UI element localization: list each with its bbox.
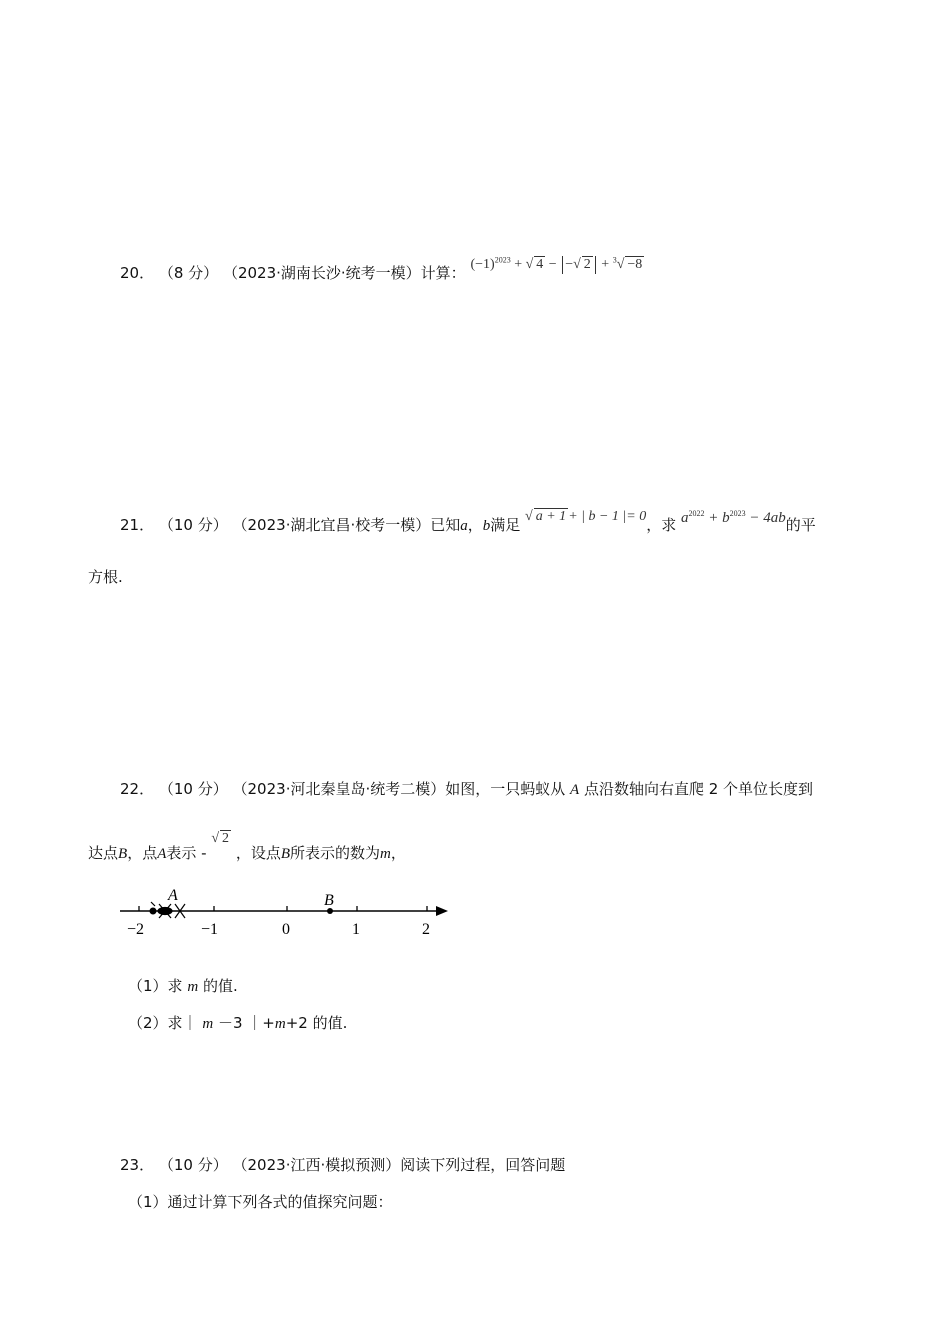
q21-source: （2023·湖北宜昌·校考一模）已知 [232,516,461,534]
q23-source: （2023·江西·模拟预测）阅读下列过程，回答问题 [232,1156,566,1174]
number-line-figure [115,884,455,944]
tick-label-neg2: −2 [127,921,145,938]
tick-label-0: 0 [282,921,290,938]
q21-number: 21． [120,516,155,534]
question-22 [120,778,813,799]
q22-text4: ，设点 [235,844,281,862]
q22-sub1 [128,975,238,996]
question-20 [120,255,644,284]
var-m-sub1: m [187,979,199,995]
point-b-label-2: B [280,846,290,862]
tick-label-2: 2 [422,921,430,938]
q21-tail: 的平 [785,516,816,534]
q20-formula-sqrt2: 2 [583,257,591,272]
q22-source: （2023·河北秦皇岛·统考二模）如图，一只蚂蚁从 [232,780,566,798]
q20-formula-plus: + [514,257,523,272]
q22-text5: 所表示的数为 [290,844,381,862]
q22-score: （10 分） [158,780,228,798]
sqrt2-radicand: 2 [222,831,230,846]
q21-expr-a: a [681,510,689,526]
q22-text6: ， [390,844,406,862]
q22-sub1-pre: （1）求 [128,977,183,995]
question-23 [120,1154,565,1175]
q21-expr-a-exp: 2022 [688,509,705,518]
q22-number: 22． [120,780,155,798]
q21-expr-rest: − 4ab [749,510,786,526]
q23-sub1: （1）通过计算下列各式的值探究问题： [128,1193,393,1211]
q20-formula-exponent: 2023 [494,255,511,265]
q21-satisfies: 满足 [490,516,521,534]
var-m: m [380,846,391,862]
figure-label-a: A [168,887,178,904]
var-a: a [460,518,468,534]
q21-expr-plus-b: + b [708,510,730,526]
q23-score: （10 分） [158,1156,228,1174]
q21-condition-rest: + | b − 1 |= 0 [568,509,647,524]
point-a-label-2: A [157,846,167,862]
q20-formula: $(-1)^{2023}$ + √ 4 − −√ 2 + $^3$√ −8 [470,255,643,272]
q20-formula-neg: − [565,257,574,272]
q21-score: （10 分） [158,516,228,534]
abs-bar-left [562,256,563,274]
var-m-sub2-second: m [274,1016,286,1032]
q21-line2: 方根. [88,568,123,586]
q21-ask: ，求 [646,516,677,534]
number-line-arrow [436,906,448,916]
comma: ， [467,516,483,534]
q20-formula-plus2: + [601,257,610,272]
q20-source: （2023·湖南长沙·统考一模）计算： [222,264,466,282]
q20-formula-minus: − [548,257,557,272]
q21-condition-radicand: a + 1 [535,509,567,524]
q22-sub1-post: 的值. [202,977,238,995]
q22-line2 [88,831,406,863]
q22-text2: ，点 [127,844,158,862]
q20-formula-cbrt: −8 [627,257,643,272]
q22-arrive: 达点 [88,844,119,862]
point-a-dot [150,908,157,915]
q22-sub2-mid: －3 ｜+ [217,1014,275,1032]
q20-number: 20． [120,264,155,282]
abs-bar-right [595,256,596,274]
q20-formula-sqrt4: 4 [536,257,544,272]
q23-number: 23． [120,1156,155,1174]
q22-text3: 表示 - [166,844,207,862]
point-b-label: B [118,846,128,862]
figure-label-b: B [324,892,334,909]
q20-score: （8 分） [158,264,219,282]
q21-condition: √ a + 1 + | b − 1 |= 0 [525,509,647,524]
q21-expr-b-exp: 2023 [729,509,746,518]
q22-sub2-post: +2 的值. [285,1014,348,1032]
q22-sub2 [128,1012,347,1033]
q20-formula-base: (−1) [470,257,495,272]
q21-expression [681,510,786,526]
tick-label-neg1: −1 [201,921,219,938]
var-b: b [482,518,491,534]
tick-label-1: 1 [352,921,360,938]
q20-formula-cube-index: 3 [612,255,617,265]
question-21 [120,509,816,535]
q22-text1: 点沿数轴向右直爬 2 个单位长度到 [583,780,814,798]
sqrt2-symbol: √ 2 [211,831,230,846]
q22-sub2-pre: （2）求｜ [128,1014,198,1032]
var-m-sub2: m [202,1016,214,1032]
point-a-label: A [570,782,580,798]
